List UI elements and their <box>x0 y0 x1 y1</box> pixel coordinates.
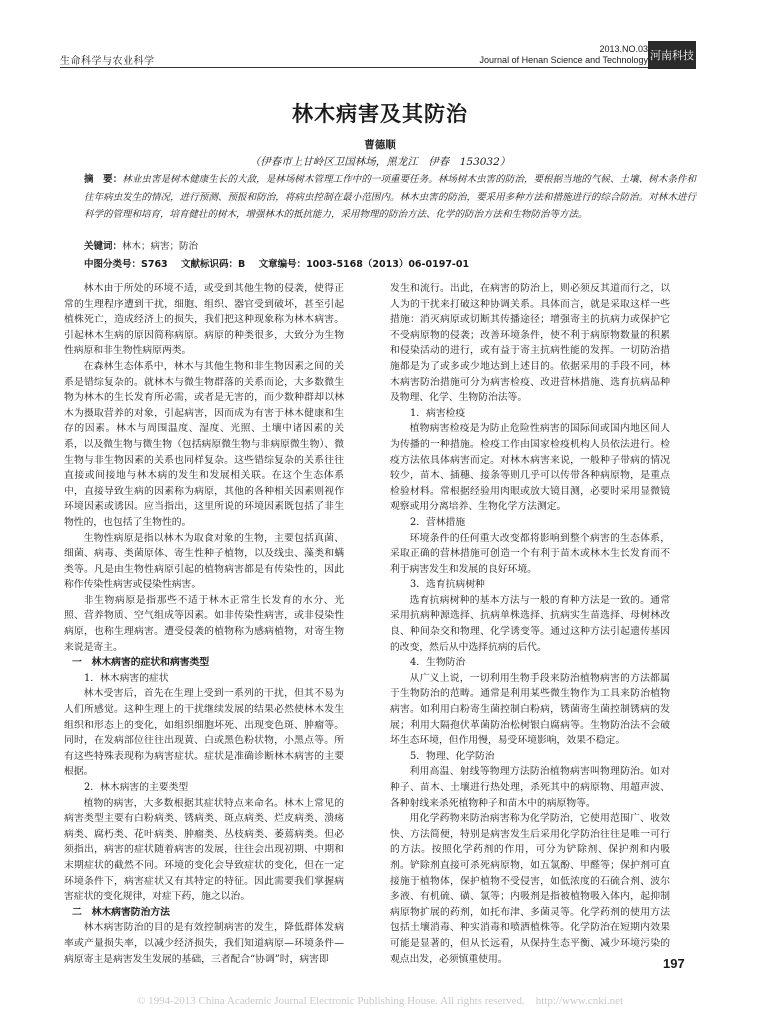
header-issue: 2013.NO.03 <box>599 44 648 54</box>
paragraph: 从广义上说，一切利用生物手段来防治植物病害的方法都属于生物防治的范畴。通常是利用某些微生物作为工具来防治植物病害。如利用白粉寄生菌控制白粉病，锈菌寄生菌控制锈病的发展；利用大隔孢伏革菌防治松树银白腐病等。生物防治法不会破坏生态环境，但作用慢，易受环境影响，效果不稳定。 <box>390 672 670 747</box>
paragraph: 在森林生态体系中，林木与其他生物和非生物因素之间的关系是错综复杂的。就林木与微生物群落的关系而论，大多数微生物为林木的生长发育所必需，或者是无害的，而少数种群却以林木为摄取营养的对象，引起病害，因而成为有害于林木健康和生存的因素。林木与周围温度、湿度、光照、土壤中诸因素的关系，以及微生物与微生物（包括病原微生物与非病原微生物）、微生物与非生物因素的关系也同样复杂。这些错综复杂的关系往往直接或间接地与林木病的发生和发展相关联。在这个生态体系中，直接导致生病的因素称为病原，其他的各种相关因素则视作环境因素或诱因。应当指出，这里所说的环境因素既包括了非生物性的，也包括了生物性的。 <box>64 360 344 528</box>
body-column-right <box>390 281 670 967</box>
subsection-heading: 2．林木病害的主要类型 <box>84 782 189 793</box>
paragraph: 植物病害检疫是为防止危险性病害的国际间或国内地区间人为传播的一种措施。检疫工作由国家检疫机构人员依法进行。检疫方法依具体病害而定。对林木病害来说，一般种子带病的情况较少，苗木、插穗、接条等则几乎可以传带各种病原物，是重点检验材料。常根据经验用肉眼或放大镜目测，必要时采用显微镜观察或用分离培养、生物化学方法测定。 <box>390 423 670 513</box>
paragraph: 非生物病原是指那些不适于林木正常生长发育的水分、光照、营养物质、空气组成等因素。如非传染性病害，或非侵染性病原，也称生理病害。遭受侵袭的植物称为感病植物，对寄生物来说是寄主。 <box>64 594 344 653</box>
paragraph: 利用高温、射线等物理方法防治植物病害叫物理防治。如对种子、苗木、土壤进行热处理，杀死其中的病原物、用超声波、各种射线来杀死植物种子和苗木中的病原物等。 <box>390 766 670 809</box>
paragraph: 植物的病害，大多数根据其症状特点来命名。林木上常见的病害类型主要有白粉病类、锈病类、斑点病类、烂皮病类、溃疡病类、腐朽类、花叶病类、肿瘤类、丛枝病类、萎蔫病类。但必须指出，病害的症状随着病害的发展，往往会出现初期、中期和末期症状的截然不同。环境的变化会导致症状的变化，但在一定环境条件下，病害症状又有其特定的特征。因此需要我们掌握病害症状的变化规律，对症下药，施之以治。 <box>64 797 344 903</box>
subsection-heading: 1．林木病害的症状 <box>84 672 169 684</box>
subsection-heading: 2．营林措施 <box>410 516 466 528</box>
article-affiliation: （伊春市上甘岭区卫国林场，黑龙江 伊春 153032） <box>249 156 511 168</box>
paragraph: 林木受害后，首先在生理上受到一系列的干扰，但其不易为人们所感觉。这种生理上的干扰继续发展的结果必然使林木发生组织和形态上的变化，如组织细胞坏死、出现变色斑、肿瘤等。同时，在发病部位往往出现黄、白或黑色粉状物，小黑点等。所有这些特殊表现称为病害症状。症状是准确诊断林木病害的主要根据。 <box>64 688 344 778</box>
body-column-left <box>64 281 344 967</box>
paragraph: 生物性病原是指以林木为取食对象的生物，主要包括真菌、细菌、病毒、类菌原体、寄生性种子植物，以及线虫、藻类和螨类等。凡是由生物性病原引起的植物病害都是有传染性的，因此称作传染性病害或侵染性病害。 <box>64 532 344 591</box>
abstract-text: 林业虫害是树木健康生长的大敌，是林场树木管理工作中的一项重要任务。林场树木虫害的防治，要根据当地的气候、土壤、树木条件和往年病虫发生的情况，进行预测、预报和防治，将病虫控制在最小范围内。林木虫害的防治，要采用多种方法和措施进行的综合防治。对林木进行科学的管理和培育，培育健壮的树木，增强林木的抵抗能力，采用物理的防治方法、化学的防治方法和生物防治等方法。 <box>84 174 696 220</box>
classification-line <box>84 256 696 270</box>
page-number: 197 <box>663 956 685 971</box>
copyright-footer: © 1994-2013 China Academic Journal Electronic Publishing House. All rights reserved. http://www.cnki.net <box>136 995 624 1007</box>
keywords <box>84 238 696 252</box>
subsection-heading: 5．物理、化学防治 <box>410 750 495 762</box>
paragraph: 林木病害防治的目的是有效控制病害的发生，降低群体发病率或产量损失率，以减少经济损失，我们知道病原—环境条件—病原寄主是病害发生发展的基础，三者配合“协调”时，病害即 <box>64 922 344 965</box>
header-journal-name: Journal of Henan Science and Technology <box>479 55 648 65</box>
paragraph: 用化学药物来防治病害称为化学防治，它使用范围广、收效快、方法简便，特别是病害发生后采用化学防治往往是唯一可行的方法。按照化学药剂的作用，可分为铲除剂、保护剂和内吸剂。铲除剂直接可杀死病原物，如五氯酚、甲醛等；保护剂可直接施于植物体，保护植物不受侵害，如低浓度的石硫合剂、波尔多液、有机硫、磺、氯等；内吸剂是指被植物吸入体内，起抑制病原物扩展的药剂，如托布津、多菌灵等。化学药剂的使用方法包括土壤消毒、种实消毒和喷洒植株等。化学防治在短期内效果可能是显著的，但从长远看，从保持生态平衡、减少环境污染的观点出发，必须慎重使用。 <box>390 813 670 965</box>
article-author: 曹德顺 <box>364 139 396 151</box>
subsection-heading: 4．生物防治 <box>410 657 466 669</box>
header-journal-info <box>480 44 648 66</box>
header-divider <box>60 67 648 68</box>
subsection-heading: 3．选育抗病树种 <box>410 579 485 591</box>
keywords-label: 关键词： <box>84 241 123 252</box>
paragraph: 环境条件的任何重大改变都将影响到整个病害的生态体系，采取正确的营林措施可创造一个有利于苗木或林木生长发育而不利于病害发生和发展的良好环境。 <box>390 532 670 575</box>
paragraph: 选育抗病树种的基本方法与一般的育种方法是一致的。通常采用抗病种源选择、抗病单株选择、抗病实生苗选择、母树林改良、种间杂交和物理、化学诱变等。通过这种方法引起遗传基因的改变，然后从中选择抗病的后代。 <box>390 594 670 653</box>
doc-code: 文献标识码：B <box>181 259 246 270</box>
paragraph: 发生和流行。出此，在病害的防治上，则必须反其道而行之，以人为的干扰来打破这种协调关系。具体而言，就是采取这样一些措施：消灭病原或切断其传播途径；增强寄主的抗病力或保护它不受病原物的侵袭；改善环境条件，使不利于病原物数量的积累和侵染活动的进行，或有益于寄主抗病性能的发挥。一切防治措施都是为了或多或少地达到上述目的。依据采用的手段不同，林木病害防治措施可分为病害检疫、改进营林措施、选育抗病品种及物理、化学、生物防治法等。 <box>390 283 670 404</box>
journal-badge: 河南科技 <box>648 41 696 69</box>
header-section-label: 生命科学与农业科学 <box>60 56 155 67</box>
article-number: 文章编号：1003-5168（2013）06-0197-01 <box>258 259 470 270</box>
abstract <box>84 171 696 224</box>
subsection-heading: 1．病害检疫 <box>410 407 466 419</box>
abstract-label: 摘 要： <box>84 174 123 185</box>
class-number: 中图分类号：S763 <box>84 259 168 270</box>
section-heading: 二 林木病害防治方法 <box>72 906 170 918</box>
paragraph: 林木由于所处的环境不适，或受到其他生物的侵袭，使得正常的生理程序遭到干扰，细胞、组织、器官受到破坏，甚至引起植株死亡，造成经济上的损失，我们把这种现象称为林木病害。引起林木生病的原因简称病原。病原的种类很多，大致分为生物性病原和非生物性病原两类。 <box>64 283 344 357</box>
keywords-text: 林木；病害；防治 <box>122 241 199 252</box>
article-title: 林木病害及其防治 <box>292 102 468 126</box>
section-heading: 一 林木病害的症状和病害类型 <box>72 657 210 669</box>
